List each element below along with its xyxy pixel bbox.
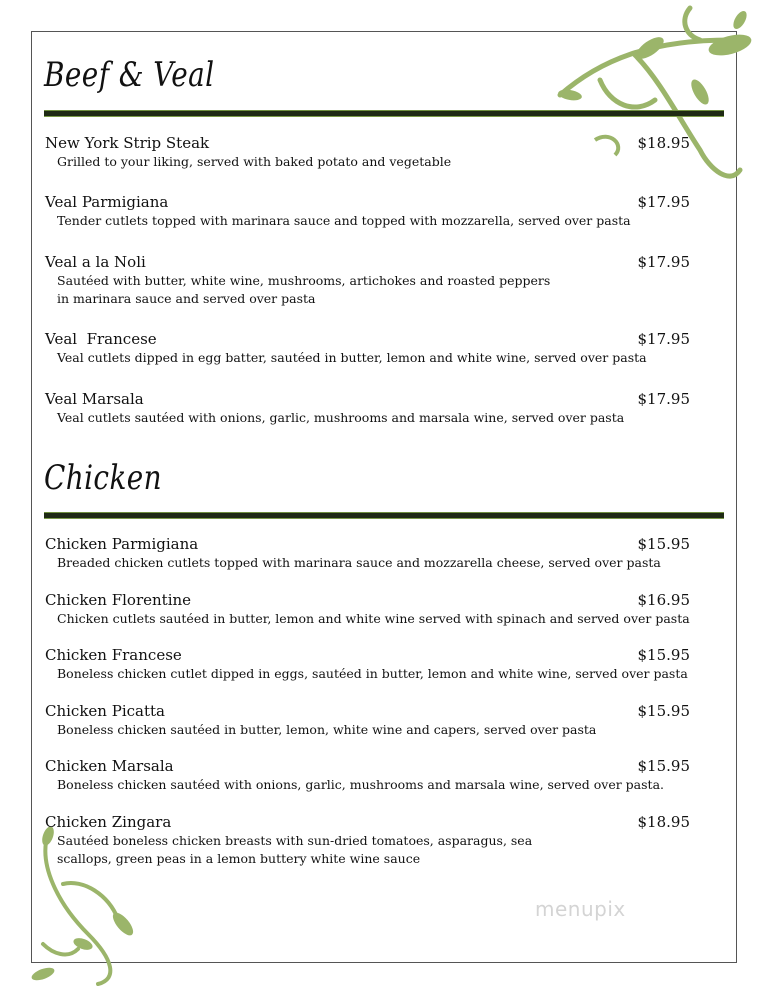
menu-item xyxy=(45,813,690,868)
item-description: Boneless chicken sautéed with onions, garlic, mushrooms and marsala wine, served over pasta. xyxy=(57,777,664,792)
item-price: $18.95 xyxy=(637,813,690,831)
item-description: Sautéed boneless chicken breasts with sun-dried tomatoes, asparagus, sea scallops, green peas in a lemon buttery white wine sauce xyxy=(57,833,533,866)
item-price: $15.95 xyxy=(637,535,690,553)
item-price: $16.95 xyxy=(637,591,690,609)
item-price: $17.95 xyxy=(637,330,690,348)
menu-item xyxy=(45,390,690,427)
item-price: $17.95 xyxy=(637,253,690,271)
item-price: $15.95 xyxy=(637,646,690,664)
item-price: $15.95 xyxy=(637,757,690,775)
section-divider xyxy=(44,110,724,117)
item-name: Chicken Marsala xyxy=(45,757,174,775)
section-divider xyxy=(44,512,724,519)
section-title-beef-veal: Beef & Veal xyxy=(44,55,215,95)
item-description: Chicken cutlets sautéed in butter, lemon and white wine served with spinach and served over pasta xyxy=(57,611,690,626)
item-name: Chicken Zingara xyxy=(45,813,172,831)
item-name: New York Strip Steak xyxy=(45,134,210,152)
item-price: $15.95 xyxy=(637,702,690,720)
item-description: Veal cutlets sautéed with onions, garlic, mushrooms and marsala wine, served over pasta xyxy=(57,410,625,425)
menu-item xyxy=(45,702,690,739)
item-name: Veal Francese xyxy=(45,330,157,348)
menu-item xyxy=(45,646,690,683)
item-name: Chicken Parmigiana xyxy=(45,535,199,553)
item-description: Sautéed with butter, white wine, mushrooms, artichokes and roasted peppers in marinara sauce and served over pasta xyxy=(57,273,551,306)
item-description: Grilled to your liking, served with baked potato and vegetable xyxy=(57,154,452,169)
menu-item xyxy=(45,193,690,230)
section-title-chicken: Chicken xyxy=(44,458,163,498)
item-name: Veal Parmigiana xyxy=(45,193,169,211)
item-name: Chicken Francese xyxy=(45,646,182,664)
item-name: Chicken Florentine xyxy=(45,591,192,609)
menu-item xyxy=(45,757,690,794)
menu-item xyxy=(45,253,690,308)
item-description: Veal cutlets dipped in egg batter, sautéed in butter, lemon and white wine, served over pasta xyxy=(57,350,647,365)
item-description: Boneless chicken cutlet dipped in eggs, sautéed in butter, lemon and white wine, served over pasta xyxy=(57,666,688,681)
item-description: Breaded chicken cutlets topped with marinara sauce and mozzarella cheese, served over pasta xyxy=(57,555,661,570)
menu-item xyxy=(45,535,690,572)
item-name: Veal Marsala xyxy=(45,390,144,408)
menu-item xyxy=(45,330,690,367)
item-name: Veal a la Noli xyxy=(45,253,146,271)
item-price: $18.95 xyxy=(637,134,690,152)
watermark: menupix xyxy=(535,897,626,921)
menu-item xyxy=(45,134,690,171)
item-description: Tender cutlets topped with marinara sauce and topped with mozzarella, served over pasta xyxy=(57,213,631,228)
menu-item xyxy=(45,591,690,628)
item-price: $17.95 xyxy=(637,193,690,211)
item-description: Boneless chicken sautéed in butter, lemon, white wine and capers, served over pasta xyxy=(57,722,597,737)
item-name: Chicken Picatta xyxy=(45,702,165,720)
item-price: $17.95 xyxy=(637,390,690,408)
